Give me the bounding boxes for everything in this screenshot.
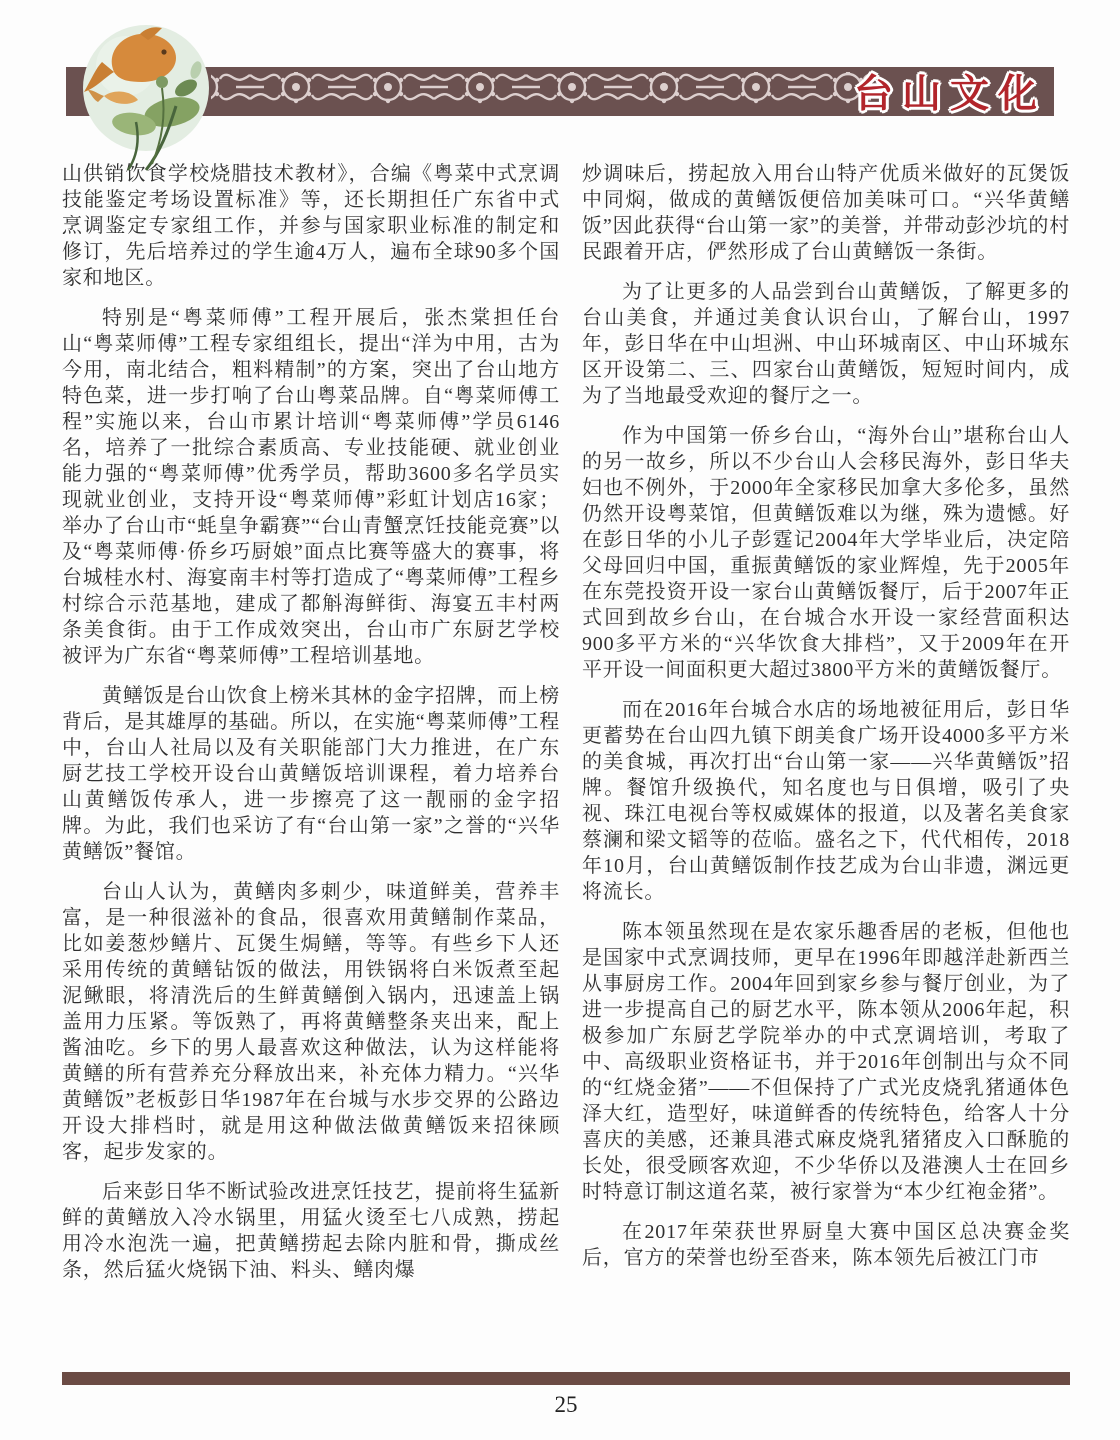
paragraph: 在2017年荣获世界厨皇大赛中国区总决赛金奖后，官方的荣誉也纷至沓来，陈本领先后被江门市 [582,1221,1070,1269]
paragraph: 台山人认为，黄鳝肉多刺少，味道鲜美，营养丰富，是一种很滋补的食品，很喜欢用黄鳝制作菜品，比如姜葱炒鳝片、瓦煲生焗鳝，等等。有些乡下人还采用传统的黄鳝钻饭的做法，用铁锅将白米饭煮至起泥鳅眼，将清洗后的生鲜黄鳝倒入锅内，迅速盖上锅盖用力压紧。等饭熟了，再将黄鳝整条夹出来，配上酱油吃。乡下的男人最喜欢这种做法，认为这样能将黄鳝的所有营养充分释放出来，补充体力精力。“兴华黄鳝饭”老板彭日华1987年在台城与水步交界的公路边开设大排档时，就是用这种做法做黄鳝饭来招徕顾客，起步发家的。 [62,881,560,1163]
paragraph: 黄鳝饭是台山饮食上榜米其林的金字招牌，而上榜背后，是其雄厚的基础。所以，在实施“粤菜师傅”工程中，台山人社局以及有关职能部门大力推进，在广东厨艺技工学校开设台山黄鳝饭培训课程，着力培养台山黄鳝饭传承人，进一步擦亮了这一靓丽的金字招牌。为此，我们也采访了有“台山第一家”之誉的“兴华黄鳝饭”餐馆。 [62,685,560,863]
paragraph: 为了让更多的人品尝到台山黄鳝饭，了解更多的台山美食，并通过美食认识台山，了解台山，1997年，彭日华在中山坦洲、中山环城南区、中山环城东区开设第二、三、四家台山黄鳝饭，短短时间内，成为了当地最受欢迎的餐厅之一。 [582,281,1070,407]
page-number: 25 [554,1392,578,1417]
koi-lotus-logo-icon [74,20,220,172]
paragraph: 后来彭日华不断试验改进烹饪技艺，提前将生猛新鲜的黄鳝放入冷水锅里，用猛火烫至七八成熟，捞起用冷水泡洗一遍，把黄鳝捞起去除内脏和骨，撕成丝条，然后猛火烧锅下油、料头、鳝肉爆 [62,1181,560,1281]
paragraph: 炒调味后，捞起放入用台山特产优质米做好的瓦煲饭中同焖，做成的黄鳝饭便倍加美味可口。“兴华黄鳝饭”因此获得“台山第一家”的美誉，并带动彭沙坑的村民跟着开店，俨然形成了台山黄鳝饭一条街。 [582,163,1070,263]
paragraph: 特别是“粤菜师傅”工程开展后，张杰棠担任台山“粤菜师傅”工程专家组组长，提出“洋为中用，古为今用，南北结合，粗料精制”的方案，突出了台山地方特色菜，进一步打响了台山粤菜品牌。自“粤菜师傅工程”实施以来，台山市累计培训“粤菜师傅”学员6146名，培养了一批综合素质高、专业技能硬、就业创业能力强的“粤菜师傅”优秀学员，帮助3600多名学员实现就业创业，支持开设“粤菜师傅”彩虹计划店16家；举办了台山市“蚝皇争霸赛”“台山青蟹烹饪技能竞赛”以及“粤菜师傅·侨乡巧厨娘”面点比赛等盛大的赛事，将台城桂水村、海宴南丰村等打造成了“粤菜师傅”工程乡村综合示范基地，建成了都斛海鲜街、海宴五丰村两条美食街。由于工作成效突出，台山市广东厨艺学校被评为广东省“粤菜师傅”工程培训基地。 [62,307,560,667]
paragraph: 陈本领虽然现在是农家乐趣香居的老板，但他也是国家中式烹调技师，更早在1996年即越洋赴新西兰从事厨房工作。2004年回到家乡参与餐厅创业，为了进一步提高自己的厨艺水平，陈本领从2006年起，积极参加广东厨艺学院举办的中式烹调培训，考取了中、高级职业资格证书，并于2016年创制出与众不同的“红烧金猪”——不但保持了广式光皮烧乳猪通体色泽大红，造型好，味道鲜香的传统特色，给客人十分喜庆的美感，还兼具港式麻皮烧乳猪猪皮入口酥脆的长处，很受顾客欢迎，不少华侨以及港澳人士在回乡时特意订制这道名菜，被行家誉为“本少红袍金猪”。 [582,921,1070,1203]
bottom-rule-divider [62,1372,1070,1385]
paragraph: 作为中国第一侨乡台山，“海外台山”堪称台山人的另一故乡，所以不少台山人会移民海外，彭日华夫妇也不例外，于2000年全家移民加拿大多伦多，虽然仍然开设粤菜馆，但黄鳝饭难以为继，殊为遗憾。好在彭日华的小儿子彭霆记2004年大学毕业后，决定陪父母回归中国，重振黄鳝饭的家业辉煌，先于2005年在东莞投资开设一家台山黄鳝饭餐厅，后于2007年正式回到故乡台山，在台城合水开设一家经营面积达900多平方米的“兴华饮食大排档”，又于2009年在开平开设一间面积更大超过3800平方米的黄鳝饭餐厅。 [582,425,1070,681]
magazine-section-title: 台山文化 [853,72,1046,116]
paragraph: 山供销饮食学校烧腊技术教材》，合编《粤菜中式烹调技能鉴定考场设置标准》等，还长期担任广东省中式烹调鉴定专家组工作，并参与国家职业标准的制定和修订，先后培养过的学生逾4万人，遍布全球90多个国家和地区。 [62,163,560,289]
article-column-left [62,161,560,1297]
article-column-right [582,161,1070,1285]
paragraph: 而在2016年台城合水店的场地被征用后，彭日华更蓄势在台山四九镇下朗美食广场开设4000多平方米的美食城，再次打出“台山第一家——兴华黄鳝饭”招牌。餐馆升级换代，知名度也与日俱增，吸引了央视、珠江电视台等权威媒体的报道，以及著名美食家蔡澜和梁文韬等的莅临。盛名之下，代代相传，2018年10月，台山黄鳝饭制作技艺成为台山非遗，渊远更将流长。 [582,699,1070,903]
